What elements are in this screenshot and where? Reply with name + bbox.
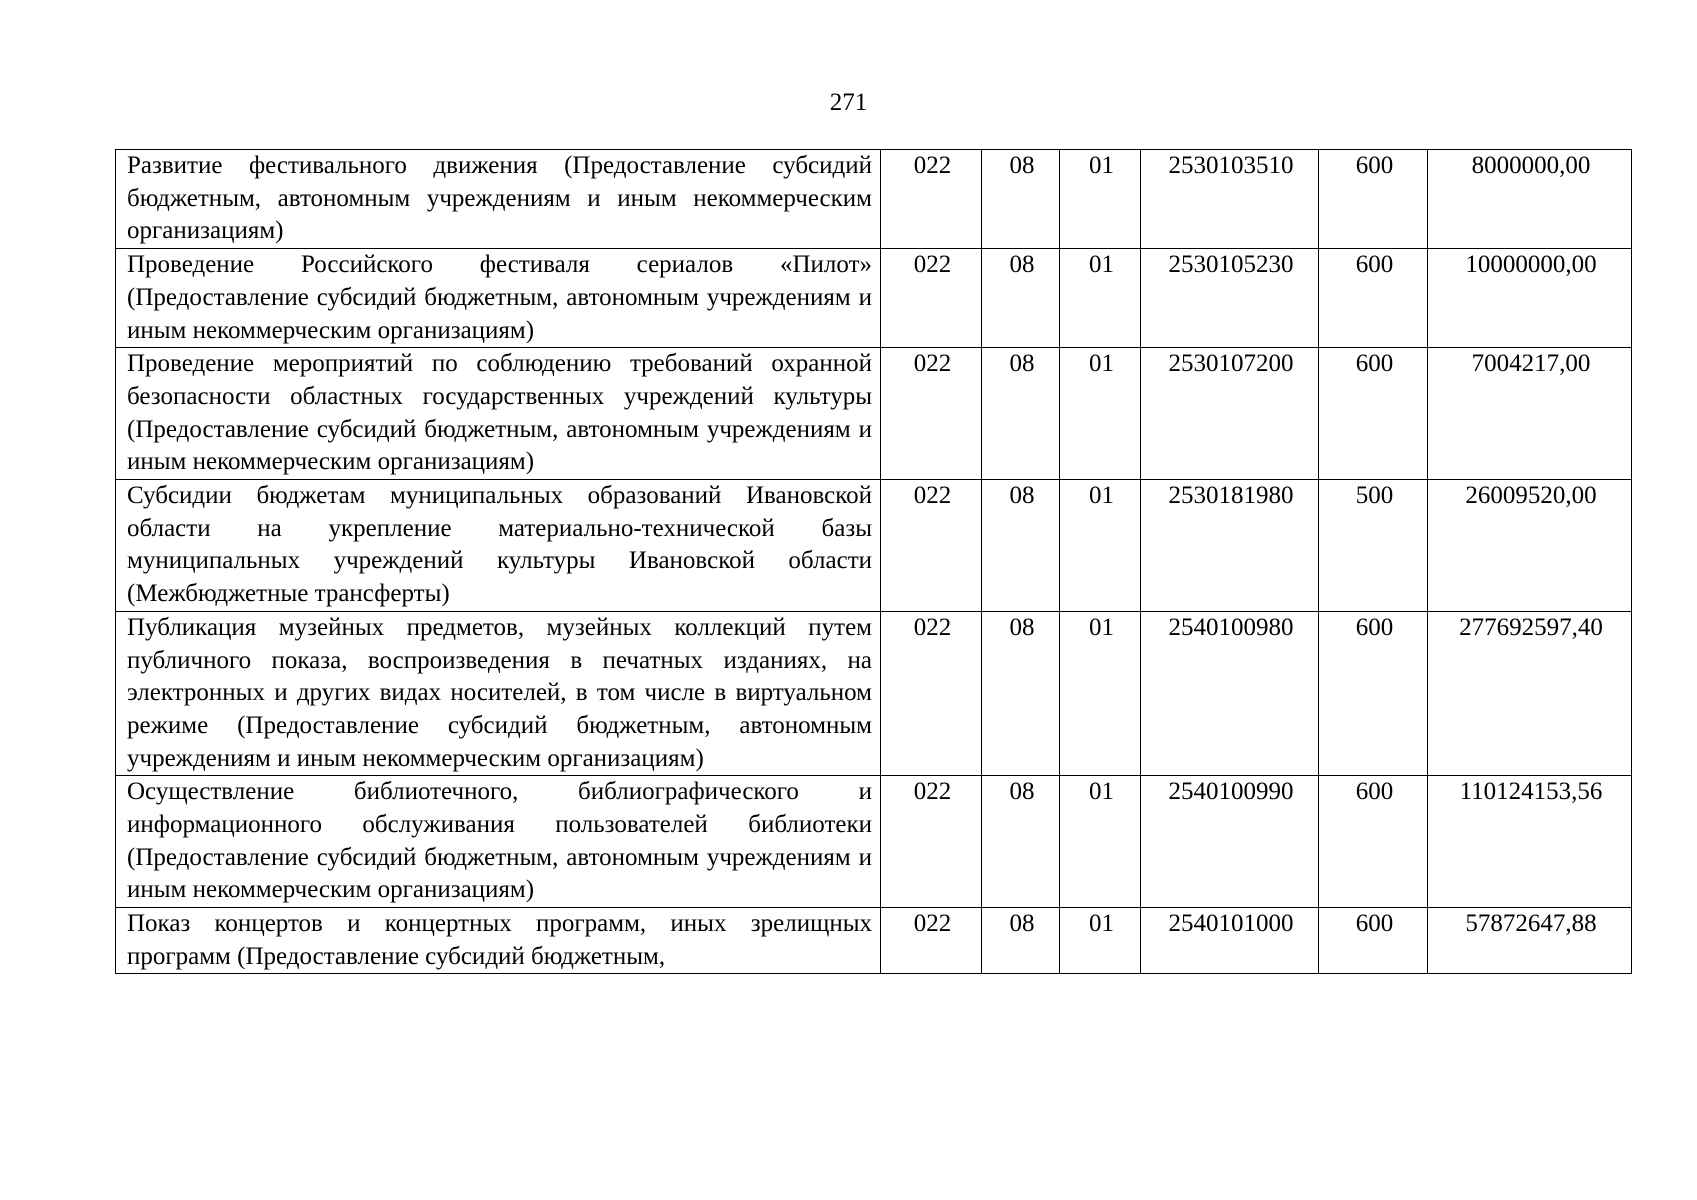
table-row bbox=[116, 249, 1632, 348]
subsection-code: 01 bbox=[1060, 908, 1141, 974]
budget-table bbox=[115, 149, 1632, 974]
expense-type-code: 600 bbox=[1319, 611, 1428, 776]
subsection-code: 01 bbox=[1060, 150, 1141, 249]
row-description: Проведение Российского фестиваля сериалов «Пилот» (Предоставление субсидий бюджетным, автономным учреждениям и иным некоммерческим организациям) bbox=[116, 249, 881, 348]
target-article-code: 2530107200 bbox=[1141, 348, 1319, 480]
subsection-code: 01 bbox=[1060, 249, 1141, 348]
section-code: 08 bbox=[982, 776, 1060, 908]
amount: 110124153,56 bbox=[1428, 776, 1632, 908]
row-description-cell bbox=[116, 908, 881, 974]
section-code: 08 bbox=[982, 249, 1060, 348]
target-article-code: 2540100990 bbox=[1141, 776, 1319, 908]
expense-type-code: 600 bbox=[1319, 776, 1428, 908]
expense-type-code: 600 bbox=[1319, 908, 1428, 974]
target-article-code: 2530105230 bbox=[1141, 249, 1319, 348]
row-description: Развитие фестивального движения (Предоставление субсидий бюджетным, автономным учреждениям и иным некоммерческим организациям) bbox=[116, 150, 881, 249]
table-row bbox=[116, 480, 1632, 612]
section-code: 08 bbox=[982, 480, 1060, 612]
row-description: Осуществление библиотечного, библиографического и информационного обслуживания пользователей библиотеки (Предоставление субсидий бюджетным, автономным учреждениям и иным некоммерческим организациям) bbox=[116, 776, 881, 908]
amount: 10000000,00 bbox=[1428, 249, 1632, 348]
ministry-code: 022 bbox=[881, 150, 982, 249]
section-code: 08 bbox=[982, 611, 1060, 776]
table-row bbox=[116, 908, 1632, 974]
target-article-code: 2530181980 bbox=[1141, 480, 1319, 612]
target-article-code: 2530103510 bbox=[1141, 150, 1319, 249]
table-row bbox=[116, 348, 1632, 480]
page-number: 271 bbox=[829, 89, 868, 116]
section-code: 08 bbox=[982, 150, 1060, 249]
amount: 8000000,00 bbox=[1428, 150, 1632, 249]
expense-type-code: 600 bbox=[1319, 150, 1428, 249]
table-row bbox=[116, 776, 1632, 908]
ministry-code: 022 bbox=[881, 776, 982, 908]
expense-type-code: 600 bbox=[1319, 249, 1428, 348]
row-description: Субсидии бюджетам муниципальных образований Ивановской области на укрепление материально-технической базы муниципальных учреждений культуры Ивановской области (Межбюджетные трансферты) bbox=[116, 480, 881, 612]
expense-type-code: 600 bbox=[1319, 348, 1428, 480]
target-article-code: 2540100980 bbox=[1141, 611, 1319, 776]
amount: 57872647,88 bbox=[1428, 908, 1632, 974]
subsection-code: 01 bbox=[1060, 611, 1141, 776]
row-description: Показ концертов и концертных программ, иных зрелищных программ (Предоставление субсидий бюджетным, bbox=[127, 910, 872, 970]
table-row bbox=[116, 150, 1632, 249]
row-description: Проведение мероприятий по соблюдению требований охранной безопасности областных государственных учреждений культуры (Предоставление субсидий бюджетным, автономным учреждениям и иным некоммерческим организациям) bbox=[116, 348, 881, 480]
amount: 277692597,40 bbox=[1428, 611, 1632, 776]
subsection-code: 01 bbox=[1060, 776, 1141, 908]
subsection-code: 01 bbox=[1060, 480, 1141, 612]
ministry-code: 022 bbox=[881, 480, 982, 612]
section-code: 08 bbox=[982, 348, 1060, 480]
section-code: 08 bbox=[982, 908, 1060, 974]
subsection-code: 01 bbox=[1060, 348, 1141, 480]
ministry-code: 022 bbox=[881, 611, 982, 776]
ministry-code: 022 bbox=[881, 249, 982, 348]
row-description: Публикация музейных предметов, музейных коллекций путем публичного показа, воспроизведения в печатных изданиях, на электронных и других видах носителей, в том числе в виртуальном режиме (Предоставление субсидий бюджетным, автономным учреждениям и иным некоммерческим организациям) bbox=[116, 611, 881, 776]
amount: 7004217,00 bbox=[1428, 348, 1632, 480]
expense-type-code: 500 bbox=[1319, 480, 1428, 612]
amount: 26009520,00 bbox=[1428, 480, 1632, 612]
ministry-code: 022 bbox=[881, 908, 982, 974]
ministry-code: 022 bbox=[881, 348, 982, 480]
target-article-code: 2540101000 bbox=[1141, 908, 1319, 974]
table-row bbox=[116, 611, 1632, 776]
